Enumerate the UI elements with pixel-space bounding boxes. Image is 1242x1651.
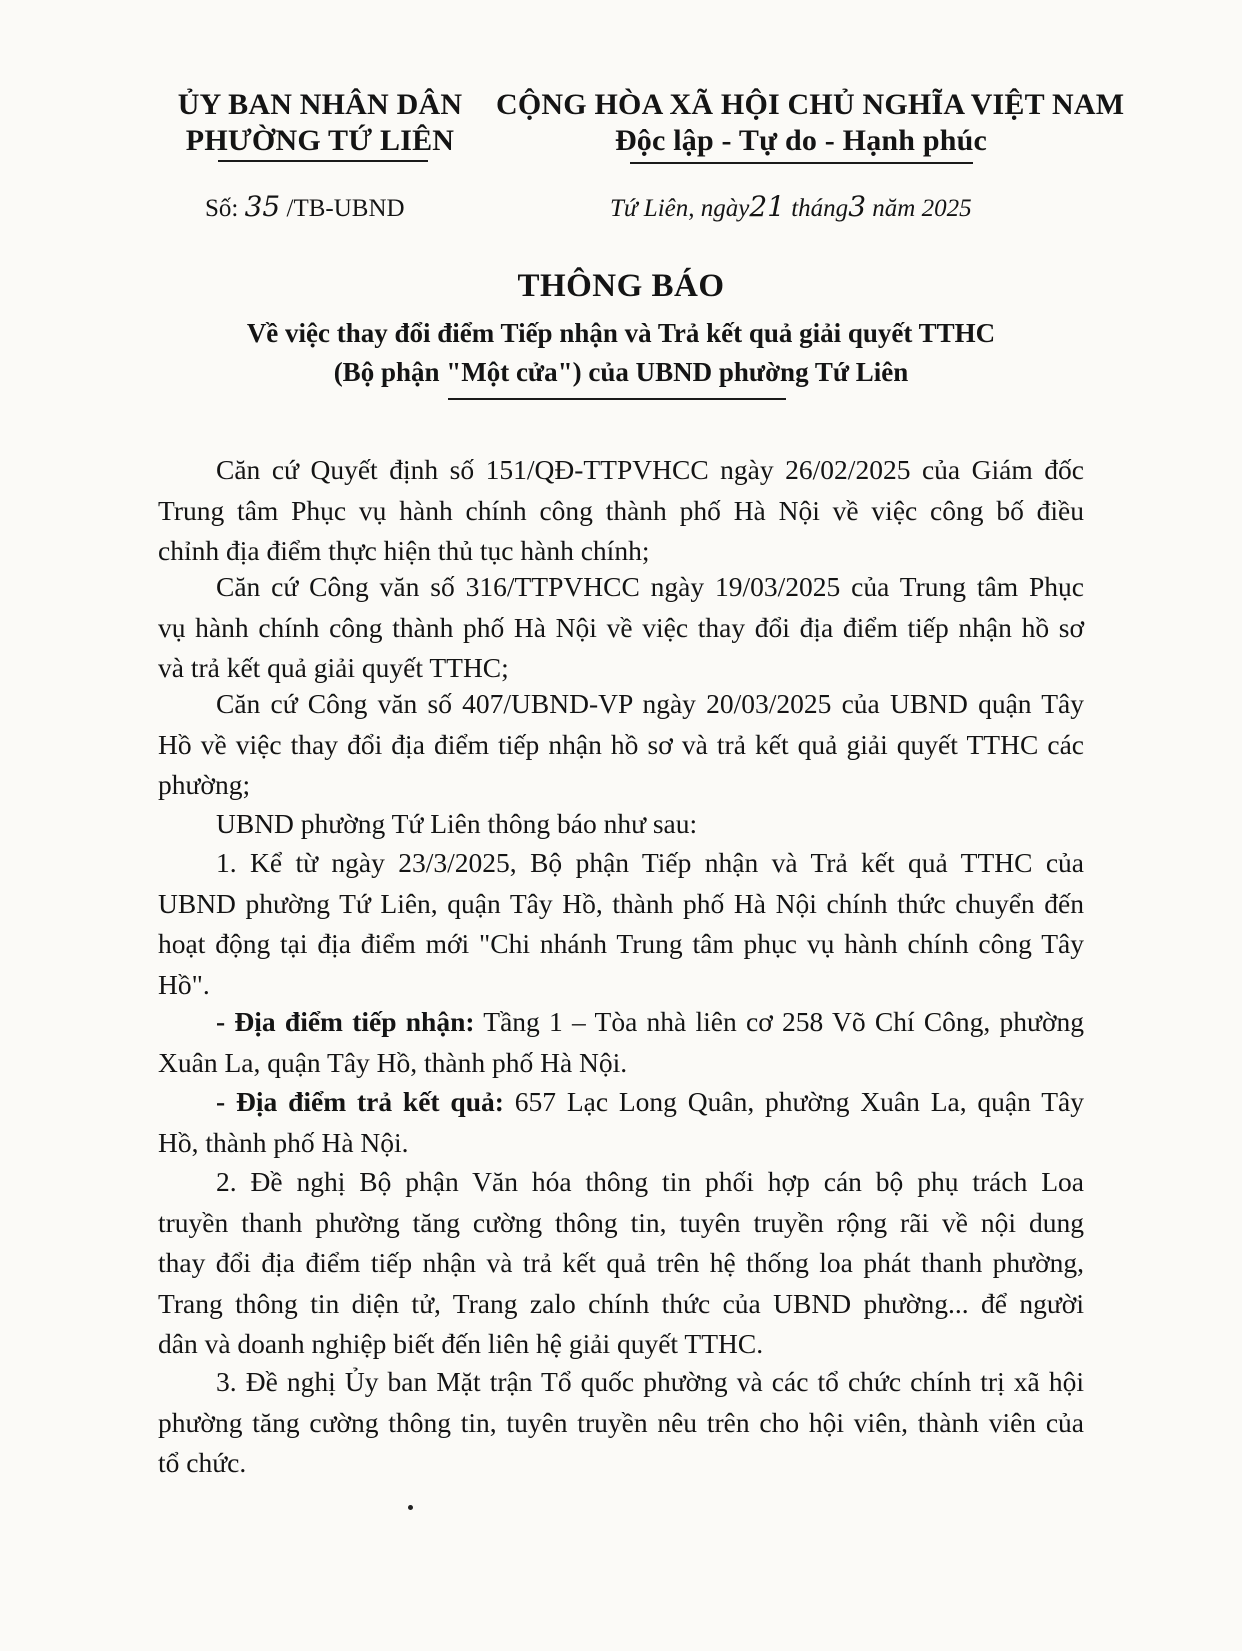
text-line: phường; (158, 769, 251, 801)
national-title: CỘNG HÒA XÃ HỘI CHỦ NGHĨA VIỆT NAM (496, 88, 1125, 121)
text-line: Hồ". (158, 968, 210, 1000)
text-line: Hồ về việc thay đổi địa điểm tiếp nhận hồ sơ và trả kết quả giải quyết TTHC các (158, 728, 1084, 760)
agency-name-line1: ỦY BAN NHÂN DÂN (177, 88, 463, 121)
document-subtitle-line2: (Bộ phận "Một cửa") của UBND phường Tứ Liên (333, 357, 909, 387)
text-line: UBND phường Tứ Liên thông báo như sau: (216, 808, 698, 839)
text-line (158, 1002, 1084, 1043)
paragraph-item-2 (158, 1162, 1084, 1365)
receiving-location-label: - Địa điểm tiếp nhận: (216, 1006, 475, 1037)
text-line: 2. Đề nghị Bộ phận Văn hóa thông tin phối hợp cán bộ phụ trách Loa (216, 1166, 1084, 1197)
text-line: phường tăng cường thông tin, tuyên truyền nêu trên cho hội viên, thành viên của (158, 1406, 1084, 1438)
text-line: Trung tâm Phục vụ hành chính công thành phố Hà Nội về việc công bố điều (158, 494, 1084, 526)
text-line: 3. Đề nghị Ủy ban Mặt trận Tổ quốc phường và các tổ chức chính trị xã hội (216, 1366, 1084, 1397)
text-line: Căn cứ Quyết định số 151/QĐ-TTPVHCC ngày 26/02/2025 của Giám đốc (216, 454, 1084, 485)
motto-underline (630, 162, 973, 164)
text-line (158, 1082, 1084, 1123)
document-number-suffix: /TB-UBND (286, 195, 405, 222)
text-line: tổ chức. (158, 1447, 247, 1479)
agency-name-line2: PHƯỜNG TỨ LIÊN (185, 124, 455, 157)
ink-speck (408, 1505, 413, 1510)
document-number (205, 190, 405, 223)
issue-month-handwritten: 3 (848, 190, 867, 223)
paragraph-legal-basis-2 (158, 567, 1084, 689)
document-subtitle-line1: Về việc thay đổi điểm Tiếp nhận và Trả kết quả giải quyết TTHC (246, 318, 996, 348)
issue-place: Tứ Liên, ngày (610, 195, 750, 222)
document-number-prefix: Số: (205, 195, 239, 222)
paragraph-receiving-location (158, 1002, 1084, 1083)
result-location-text: 657 Lạc Long Quân, phường Xuân La, quận Tây (503, 1086, 1084, 1117)
paragraph-legal-basis-3 (158, 684, 1084, 806)
issue-day-handwritten: 21 (749, 190, 785, 223)
text-line: và trả kết quả giải quyết TTHC; (158, 652, 509, 684)
text-line: UBND phường Tứ Liên, quận Tây Hồ, thành phố Hà Nội chính thức chuyển đến (158, 887, 1084, 919)
text-line: hoạt động tại địa điểm mới "Chi nhánh Trung tâm phục vụ hành chính công Tây (158, 928, 1084, 960)
title-underline (448, 398, 786, 400)
result-location-label: - Địa điểm trả kết quả: (216, 1086, 504, 1117)
text-line: truyền thanh phường tăng cường thông tin, tuyên truyền rộng rãi về nội dung (158, 1206, 1084, 1238)
receiving-location-text: Tầng 1 – Tòa nhà liên cơ 258 Võ Chí Công, phường (474, 1006, 1084, 1037)
text-line: 1. Kể từ ngày 23/3/2025, Bộ phận Tiếp nhận và Trả kết quả TTHC của (216, 847, 1084, 878)
text-line: Căn cứ Công văn số 407/UBND-VP ngày 20/03/2025 của UBND quận Tây (216, 688, 1084, 719)
text-line: chỉnh địa điểm thực hiện thủ tục hành chính; (158, 535, 650, 567)
text-line: Hồ, thành phố Hà Nội. (158, 1126, 409, 1158)
text-line: dân và doanh nghiệp biết đến liên hệ giải quyết TTHC. (158, 1328, 764, 1360)
paragraph-result-location (158, 1082, 1084, 1163)
issue-date (610, 190, 972, 223)
document-number-handwritten: 35 (244, 190, 281, 223)
paragraph-item-1 (158, 843, 1084, 1005)
paragraph-announcement-intro (158, 804, 1084, 845)
paragraph-legal-basis-1 (158, 450, 1084, 572)
paragraph-item-3 (158, 1362, 1084, 1484)
issue-month-label: tháng (791, 195, 849, 222)
text-line: Căn cứ Công văn số 316/TTPVHCC ngày 19/03/2025 của Trung tâm Phục (216, 571, 1084, 602)
national-motto: Độc lập - Tự do - Hạnh phúc (614, 124, 988, 157)
text-line: Trang thông tin diện tử, Trang zalo chính thức của UBND phường... để người (158, 1287, 1084, 1319)
text-line: thay đổi địa điểm tiếp nhận và trả kết quả trên hệ thống loa phát thanh phường, (158, 1247, 1084, 1279)
issue-year: năm 2025 (872, 195, 972, 222)
text-line: Xuân La, quận Tây Hồ, thành phố Hà Nội. (158, 1046, 628, 1078)
document-title: THÔNG BÁO (517, 268, 725, 304)
agency-underline (218, 160, 428, 162)
text-line: vụ hành chính công thành phố Hà Nội về việc thay đổi địa điểm tiếp nhận hồ sơ (158, 611, 1084, 643)
